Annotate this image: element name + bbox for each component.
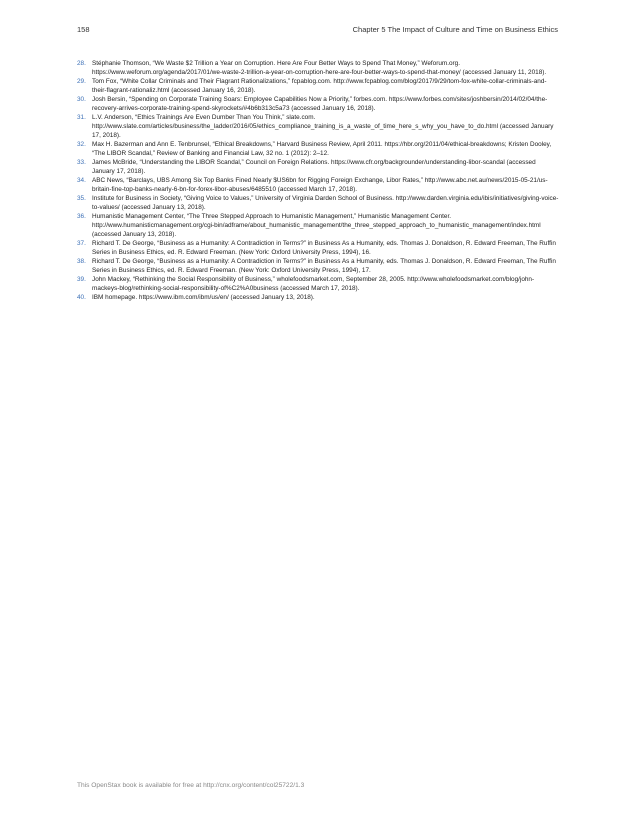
endnote-text: James McBride, “Understanding the LIBOR Scandal,” Council on Foreign Relations. https://www.cfr.org/backgrounder/understanding-libor-scandal (accessed January 17, 2018).: [92, 159, 536, 175]
endnote-34: [77, 176, 559, 194]
endnote-text: Stéphanie Thomson, “We Waste $2 Trillion a Year on Corruption. Here Are Four Better Ways to Spend That Money,” Weforum.org. https://www.weforum.org/agenda/2017/01/we-waste-2-trillion-a-year-on-corruption-here-are-four-better-ways-to-spend-that-money/ (accessed January 11, 2018).: [92, 60, 547, 76]
endnotes-list: [77, 59, 559, 302]
endnote-number: 32.: [77, 141, 86, 148]
endnote-33: [77, 158, 559, 176]
endnote-number: 31.: [77, 114, 86, 121]
endnote-number: 34.: [77, 177, 86, 184]
endnote-35: [77, 194, 559, 212]
endnote-text: Richard T. De George, “Business as a Humanity: A Contradiction in Terms?” in Business As a Humanity, eds. Thomas J. Donaldson, R. Edward Freeman, The Ruffin Series in Business Ethics, ed. R. Edward Freeman. (New York: Oxford University Press, 1994), 16.: [92, 240, 556, 256]
endnote-text: Josh Bersin, “Spending on Corporate Training Soars: Employee Capabilities Now a Priority,” forbes.com. https://www.forbes.com/sites/joshbersin/2014/02/04/the-recovery-arrives-corporate-training-spend-skyrockets/#4b6b313c5a73 (accessed January 16, 2018).: [92, 96, 548, 112]
endnote-28: [77, 59, 559, 77]
endnote-29: [77, 77, 559, 95]
endnote-text: Richard T. De George, “Business as a Humanity: A Contradiction in Terms?” in Business As a Humanity, eds. Thomas J. Donaldson, R. Edward Freeman, The Ruffin Series in Business Ethics, ed. R. Edward Freeman. (New York: Oxford University Press, 1994), 17.: [92, 258, 556, 274]
endnote-36: [77, 212, 559, 239]
endnote-text: L.V. Anderson, “Ethics Trainings Are Even Dumber Than You Think,” slate.com. http://www.slate.com/articles/business/the_ladder/2016/05/ethics_compliance_training_is_a_waste_of_time_here_s_why_you_have_to_do.html (accessed January 17, 2018).: [92, 114, 554, 139]
endnote-text: Tom Fox, “White Collar Criminals and Their Flagrant Rationalizations,” fcpablog.com. http://www.fcpablog.com/blog/2017/9/29/tom-fox-white-collar-criminals-and-their-flagrant-rationaliz.html (accessed January 16, 2018).: [92, 78, 547, 94]
endnote-number: 37.: [77, 240, 86, 247]
endnote-number: 36.: [77, 213, 86, 220]
endnote-text: Humanistic Management Center, “The Three Stepped Approach to Humanistic Management,” Humanistic Management Center. http://www.humanisticmanagement.org/cgi-bin/adframe/about_humanistic_management/the_three_stepped_approach_to_humanistic_management/index.html (accessed January 13, 2018).: [92, 213, 541, 238]
endnote-text: ABC News, “Barclays, UBS Among Six Top Banks Fined Nearly $US6bn for Rigging Foreign Exchange, Libor Rates,” http://www.abc.net.au/news/2015-05-21/us-britain-fine-top-banks-nearly-6-bn-for-forex-libor-abuses/6485510 (accessed March 17, 2018).: [92, 177, 548, 193]
page-footer: This OpenStax book is available for free at http://cnx.org/content/col25722/1.3: [77, 782, 305, 789]
endnote-text: Max H. Bazerman and Ann E. Tenbrunsel, “Ethical Breakdowns,” Harvard Business Review, April 2011. https://hbr.org/2011/04/ethical-breakdowns; Kristen Dooley, “The LIBOR Scandal,” Review of Banking and Financial Law, 32 no. 1 (2012): 2–12.: [92, 141, 552, 157]
endnote-text: IBM homepage. https://www.ibm.com/ibm/us/en/ (accessed January 13, 2018).: [92, 294, 315, 301]
endnote-37: [77, 239, 559, 257]
endnote-number: 33.: [77, 159, 86, 166]
endnote-number: 39.: [77, 276, 86, 283]
endnote-text: John Mackey, “Rethinking the Social Responsibility of Business,” wholefoodsmarket.com, September 28, 2005. http://www.wholefoodsmarket.com/blog/john-mackeys-blog/rethinking-social-responsibility-of%C2%A0business (accessed March 17, 2018).: [92, 276, 535, 292]
endnote-40: [77, 293, 559, 302]
endnote-number: 35.: [77, 195, 86, 202]
endnote-38: [77, 257, 559, 275]
endnote-number: 30.: [77, 96, 86, 103]
endnote-32: [77, 140, 559, 158]
endnote-number: 40.: [77, 294, 86, 301]
endnote-number: 29.: [77, 78, 86, 85]
chapter-header: Chapter 5 The Impact of Culture and Time on Business Ethics: [352, 25, 558, 34]
endnote-text: Institute for Business in Society, “Giving Voice to Values,” University of Virginia Darden School of Business. http://www.darden.virginia.edu/ibis/initiatives/giving-voice-to-values/ (accessed January 13, 2018).: [92, 195, 559, 211]
endnote-number: 28.: [77, 60, 86, 67]
endnote-39: [77, 275, 559, 293]
page-number: 158: [77, 25, 90, 34]
endnote-31: [77, 113, 559, 140]
endnote-30: [77, 95, 559, 113]
endnote-number: 38.: [77, 258, 86, 265]
